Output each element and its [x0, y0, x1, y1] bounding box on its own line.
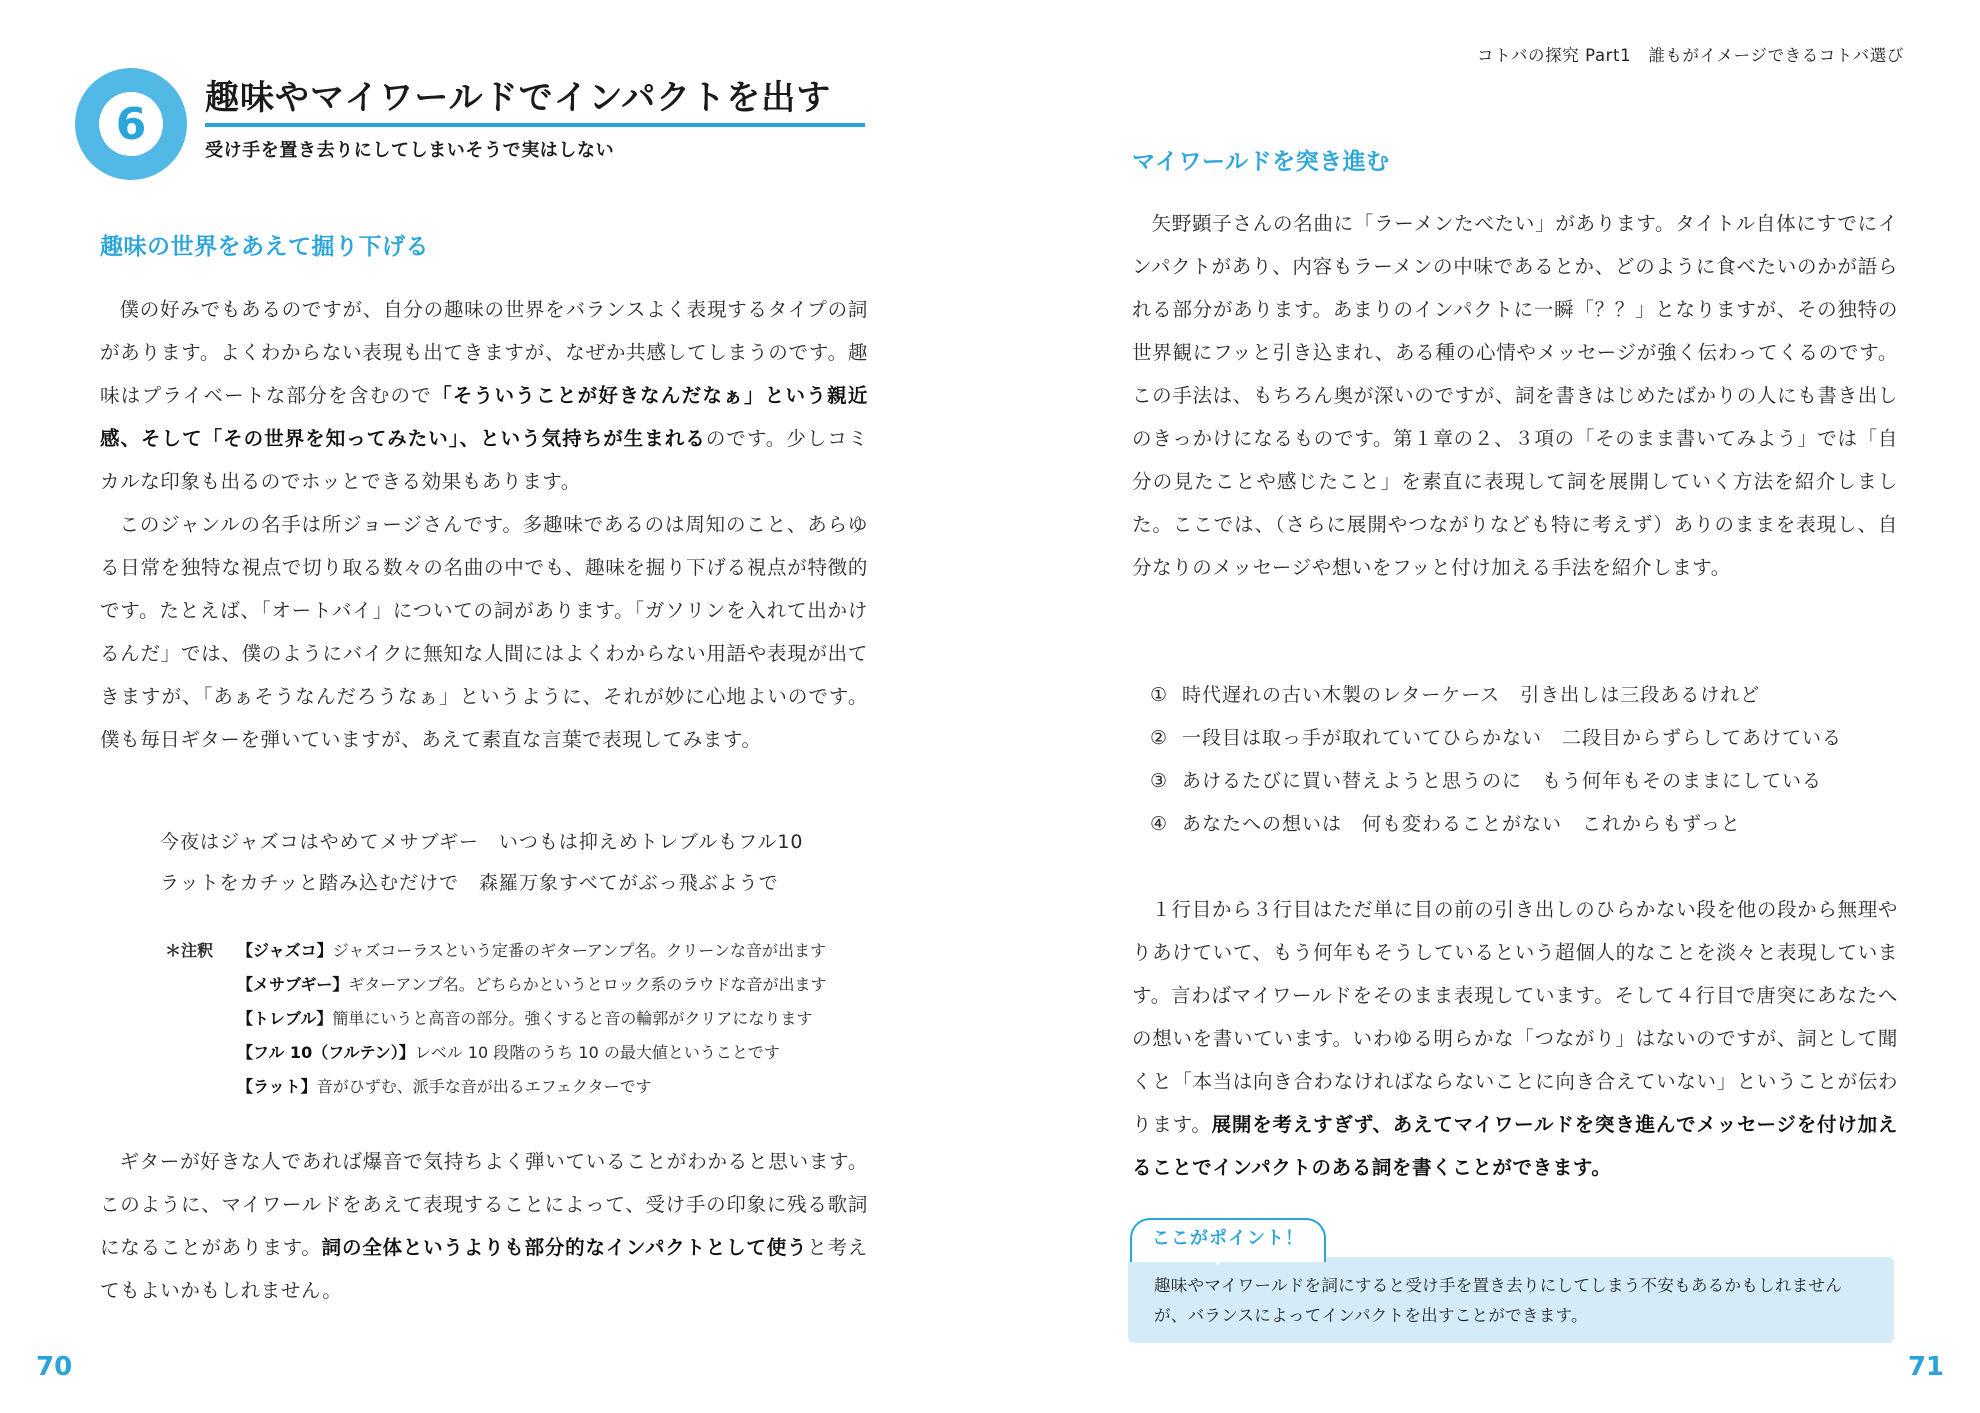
paragraph-1 — [100, 288, 868, 503]
paragraph-2: このジャンルの名手は所ジョージさんです。多趣味であるのは周知のこと、あらゆる日常を独特な視点で切り取る数々の名曲の中でも、趣味を掘り下げる視点が特徴的です。たとえば、「オートバイ」についての詞があります。「ガソリンを入れて出かけるんだ」では、僕のようにバイクに無知な人間にはよくわからない用語や表現が出てきますが、「あぁそうなんだろうなぁ」というように、それが妙に心地よいのです。僕も毎日ギターを弾いていますが、あえて素直な言葉で表現してみます。 — [100, 513, 868, 751]
notes-label: ＊注釈 — [165, 941, 214, 960]
annotation-notes — [165, 934, 826, 1104]
lyric-list — [1150, 674, 1842, 846]
note-row — [165, 1070, 826, 1104]
lyric-line: ラットをカチッと踏み込むだけで 森羅万象すべてがぶっ飛ぶようで — [160, 872, 779, 894]
note-term: 【トレブル】 — [237, 1009, 333, 1028]
paragraph-4: 矢野顕子さんの名曲に「ラーメンたべたい」があります。タイトル自体にすでにインパクトがあり、内容もラーメンの中味であるとか、どのように食べたいのかが語られる部分があります。あまりのインパクトに一瞬「？？」となりますが、その独特の世界観にフッと引き込まれ、ある種の心情やメッセージが強く伝わってくるのです。この手法は、もちろん奥が深いのですが、詞を書きはじめたばかりの人にも書き出しのきっかけになるものです。第１章の２、３項の「そのまま書いてみよう」では「自分の見たことや感じたこと」を素直に表現して詞を展開していく方法を紹介しました。ここでは、（さらに展開やつながりなども特に考えず）ありのままを表現し、自分なりのメッセージや想いをフッと付け加える手法を紹介します。 — [1132, 212, 1898, 579]
paragraph-5 — [1132, 888, 1898, 1189]
lyric-line: 今夜はジャズコはやめてメサブギー いつもは抑えめトレブルもフル10 — [160, 831, 804, 853]
running-header: コトバの探究 Part1 誰もがイメージできるコトバ選び — [1477, 46, 1904, 65]
title-underline — [205, 123, 865, 127]
body-text-block-1 — [100, 288, 868, 761]
speech-pointer — [1208, 1253, 1228, 1265]
paragraph-3-emphasis: 詞の全体というよりも部分的なインパクトとして使う — [321, 1236, 808, 1259]
note-desc: ギターアンプ名。どちらかというとロック系のラウドな音が出ます — [348, 975, 827, 994]
body-text-block-2 — [100, 1140, 868, 1312]
paragraph-1-emphasis: 「そういうことが好きなんだなぁ」という親近感、そして「その世界を知ってみたい」、という気持ちが生まれる — [100, 384, 868, 450]
list-item-text: あけるたびに買い替えようと思うのに もう何年もそのままにしている — [1182, 770, 1823, 792]
list-item — [1150, 674, 1842, 717]
paragraph-1-text-b: のです。少しコミカルな印象も出るのでホッとできる効果もあります。 — [100, 427, 868, 493]
page-subtitle: 受け手を置き去りにしてしまいそうで実はしない — [205, 140, 615, 161]
list-item-text: あなたへの想いは 何も変わることがない これからもずっと — [1182, 813, 1741, 835]
section-heading-myworld: マイワールドを突き進む — [1132, 149, 1390, 175]
list-item — [1150, 803, 1842, 846]
note-row — [165, 934, 826, 968]
note-term: 【メサブギー】 — [237, 975, 349, 994]
list-item-number: ② — [1150, 727, 1169, 749]
point-callout-label: ここがポイント！ — [1130, 1218, 1326, 1262]
page-title: 趣味やマイワールドでインパクトを出す — [205, 78, 832, 118]
note-desc: ジャズコーラスという定番のギターアンプ名。クリーンな音が出ます — [332, 941, 826, 960]
chapter-number-badge — [75, 68, 187, 180]
list-item-number: ④ — [1150, 813, 1169, 835]
list-item — [1150, 717, 1842, 760]
section-heading-hobby: 趣味の世界をあえて掘り下げる — [100, 234, 429, 260]
lyric-example — [160, 822, 804, 904]
list-item-number: ① — [1150, 684, 1169, 706]
paragraph-5-text: １行目から３行目はただ単に目の前の引き出しのひらかない段を他の段から無理やりあけていて、もう何年もそうしているという超個人的なことを淡々と表現しています。言わばマイワールドをそのまま表現しています。そして４行目で唐突にあなたへの想いを書いています。いわゆる明らかな「つながり」はないのですが、詞として聞くと「本当は向き合わなければならないことに向き合えていない」ということが伝わります。 — [1132, 898, 1898, 1136]
list-item — [1150, 760, 1842, 803]
note-row — [165, 1002, 826, 1036]
page-number-left: 70 — [36, 1352, 73, 1382]
body-text-block-3 — [1132, 202, 1898, 589]
note-desc: 音がひずむ、派手な音が出るエフェクターです — [316, 1077, 652, 1096]
note-desc: レベル 10 段階のうち 10 の最大値ということです — [414, 1043, 780, 1062]
right-page — [990, 0, 1980, 1413]
point-callout-box — [1128, 1257, 1894, 1343]
list-item-text: 時代遅れの古い木製のレターケース 引き出しは三段あるけれど — [1182, 684, 1761, 706]
paragraph-3-text-b: と考えてもよいかもしれません。 — [100, 1236, 868, 1302]
paragraph-1-text-a: 僕の好みでもあるのですが、自分の趣味の世界をバランスよく表現するタイプの詞があります。よくわからない表現も出てきますが、なぜか共感してしまうのです。趣味はプライベートな部分を含むので — [100, 298, 868, 407]
page-number-right: 71 — [1907, 1352, 1944, 1382]
paragraph-5-emphasis: 展開を考えすぎず、あえてマイワールドを突き進んでメッセージを付け加えることでインパクトのある詞を書くことができます。 — [1132, 1113, 1899, 1179]
point-callout-text: 趣味やマイワールドを詞にすると受け手を置き去りにしてしまう不安もあるかもしれませんが、バランスによってインパクトを出すことができます。 — [1154, 1276, 1843, 1325]
note-term: 【ジャズコ】 — [237, 941, 333, 960]
paragraph-3-text-a: ギターが好きな人であれば爆音で気持ちよく弾いていることがわかると思います。このように、マイワールドをあえて表現することによって、受け手の印象に残る歌詞になることがあります。 — [100, 1150, 868, 1259]
note-row — [165, 1036, 826, 1070]
note-row — [165, 968, 826, 1002]
body-text-block-4 — [1132, 888, 1898, 1189]
note-desc: 簡単にいうと高音の部分。強くすると音の輪郭がクリアになります — [332, 1009, 813, 1028]
list-item-number: ③ — [1150, 770, 1169, 792]
note-term: 【フル 10（フルテン）】 — [237, 1043, 415, 1062]
chapter-number: 6 — [99, 92, 163, 156]
paragraph-3 — [100, 1140, 868, 1312]
note-term: 【ラット】 — [237, 1077, 317, 1096]
list-item-text: 一段目は取っ手が取れていてひらかない 二段目からずらしてあけている — [1182, 727, 1843, 749]
